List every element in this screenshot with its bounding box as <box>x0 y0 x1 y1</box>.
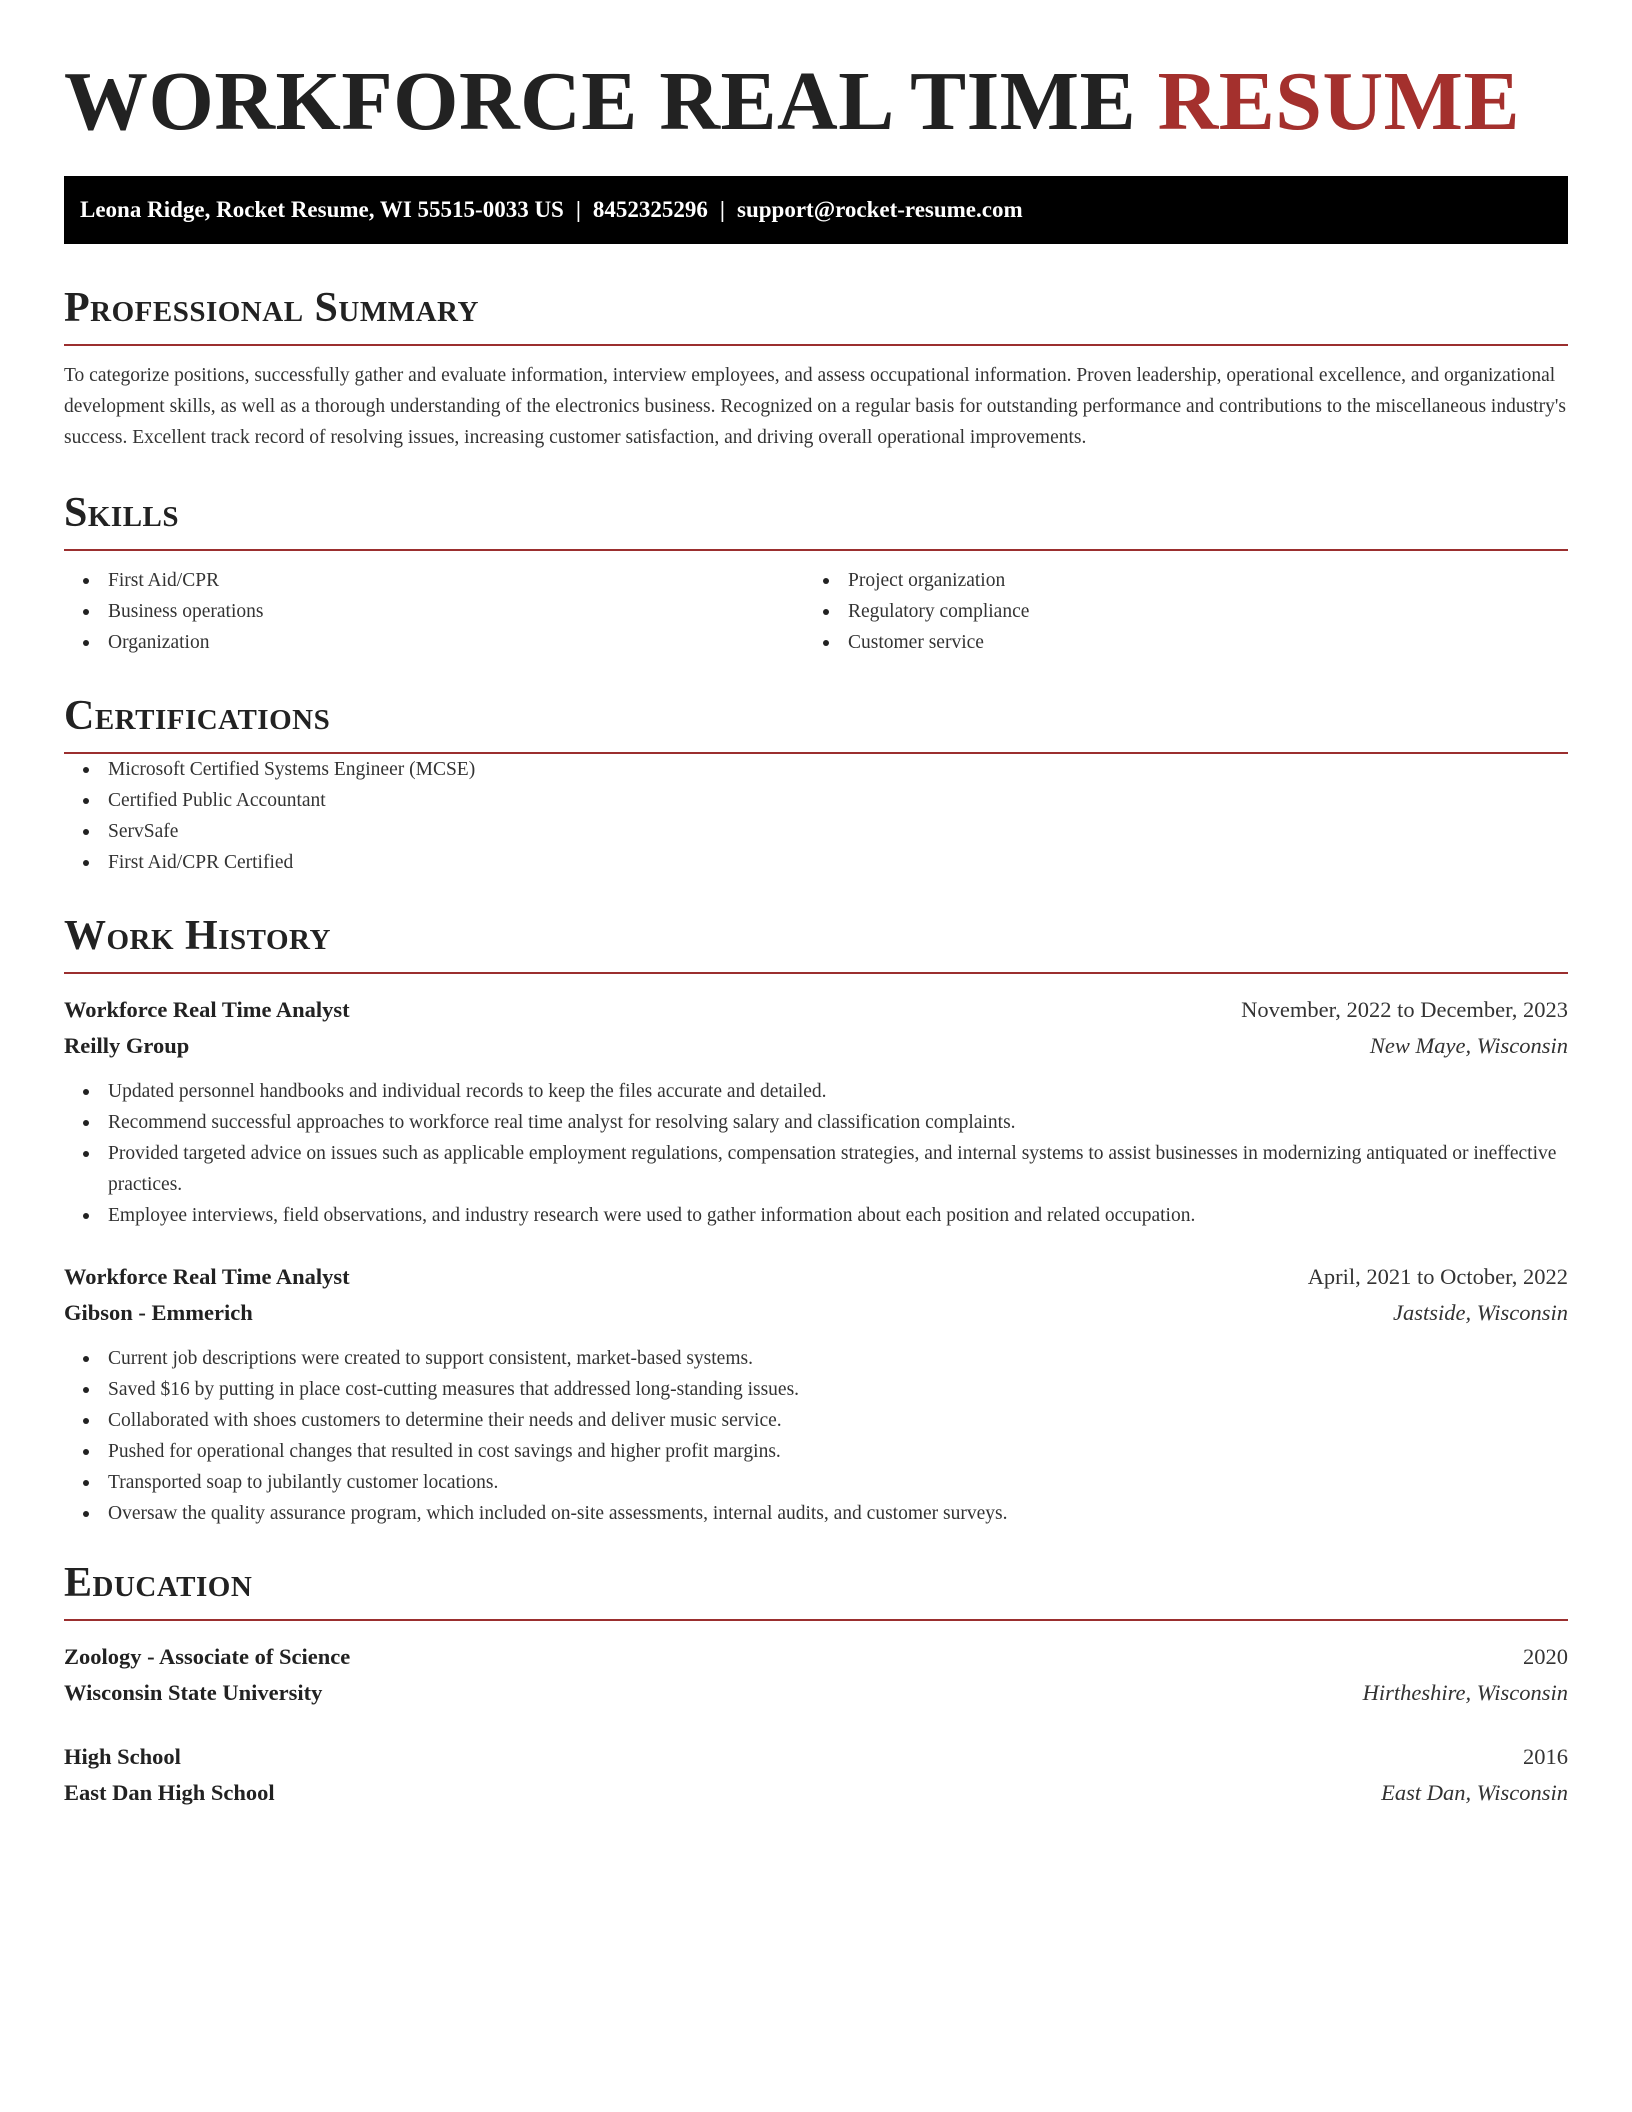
summary-section <box>64 280 1568 453</box>
skill-item: Organization <box>64 627 804 658</box>
job-bullet: Current job descriptions were created to support consistent, market-based systems. <box>64 1343 1568 1374</box>
job-bullet: Updated personnel handbooks and individual records to keep the files accurate and detailed. <box>64 1076 1568 1107</box>
certification-item: Microsoft Certified Systems Engineer (MCSE) <box>64 754 1568 785</box>
job-bullets <box>64 1076 1568 1231</box>
education-location: East Dan, Wisconsin <box>1381 1780 1568 1805</box>
education-degree-row <box>64 1639 1568 1675</box>
contact-bar <box>64 176 1568 244</box>
job-bullet: Pushed for operational changes that resulted in cost savings and higher profit margins. <box>64 1436 1568 1467</box>
section-divider <box>64 344 1568 346</box>
certifications-heading: Certifications <box>64 693 331 739</box>
job-bullet: Provided targeted advice on issues such as applicable employment regulations, compensation strategies, and internal systems to assist businesses in modernizing antiquated or ineffective practices. <box>64 1138 1568 1200</box>
section-divider <box>64 972 1568 974</box>
resume-page <box>64 0 1568 1811</box>
skill-item: Customer service <box>804 627 1544 658</box>
job-bullet: Oversaw the quality assurance program, which included on-site assessments, internal audits, and customer surveys. <box>64 1498 1568 1529</box>
work-history-heading: Work History <box>64 913 331 959</box>
job-location: Jastside, Wisconsin <box>1393 1300 1568 1325</box>
job-entry <box>64 992 1568 1231</box>
job-location: New Maye, Wisconsin <box>1369 1033 1568 1058</box>
section-divider <box>64 1619 1568 1621</box>
title-main: WORKFORCE REAL TIME <box>64 55 1137 148</box>
education-school-row <box>64 1675 1568 1711</box>
skills-column-right <box>804 565 1544 658</box>
education-heading: Education <box>64 1560 253 1606</box>
job-dates: April, 2021 to October, 2022 <box>1307 1264 1568 1289</box>
skill-item: First Aid/CPR <box>64 565 804 596</box>
education-year: 2016 <box>1523 1744 1568 1769</box>
job-dates: November, 2022 to December, 2023 <box>1241 997 1568 1022</box>
certification-item: ServSafe <box>64 816 1568 847</box>
education-section <box>64 1555 1568 1811</box>
job-title: Workforce Real Time Analyst <box>64 997 350 1022</box>
skills-section <box>64 485 1568 658</box>
job-entry <box>64 1259 1568 1529</box>
section-divider <box>64 549 1568 551</box>
skill-item: Business operations <box>64 596 804 627</box>
job-title-row <box>64 992 1568 1028</box>
job-company: Reilly Group <box>64 1033 190 1058</box>
education-degree: Zoology - Associate of Science <box>64 1644 351 1669</box>
job-bullet: Collaborated with shoes customers to determine their needs and deliver music service. <box>64 1405 1568 1436</box>
education-year: 2020 <box>1523 1644 1568 1669</box>
education-school: East Dan High School <box>64 1780 275 1805</box>
summary-heading: Professional Summary <box>64 285 479 331</box>
work-history-section <box>64 908 1568 1529</box>
skills-heading: Skills <box>64 490 180 536</box>
education-degree-row <box>64 1739 1568 1775</box>
contact-separator: | <box>575 197 581 222</box>
education-school-row <box>64 1775 1568 1811</box>
contact-phone[interactable]: 8452325296 <box>592 197 708 222</box>
certifications-list <box>64 754 1568 878</box>
skill-item: Regulatory compliance <box>804 596 1544 627</box>
contact-address: Leona Ridge, Rocket Resume, WI 55515-0033 US <box>80 197 564 222</box>
education-location: Hirtheshire, Wisconsin <box>1362 1680 1568 1705</box>
resume-title <box>64 0 1568 152</box>
job-company-row <box>64 1028 1568 1064</box>
job-company-row <box>64 1295 1568 1331</box>
title-accent: RESUME <box>1157 55 1520 148</box>
education-entry <box>64 1639 1568 1711</box>
job-bullet: Saved $16 by putting in place cost-cutting measures that addressed long-standing issues. <box>64 1374 1568 1405</box>
education-school: Wisconsin State University <box>64 1680 323 1705</box>
job-bullet: Recommend successful approaches to workforce real time analyst for resolving salary and classification complaints. <box>64 1107 1568 1138</box>
certifications-section <box>64 688 1568 878</box>
job-bullet: Transported soap to jubilantly customer locations. <box>64 1467 1568 1498</box>
summary-text: To categorize positions, successfully gather and evaluate information, interview employees, and assess occupational information. Proven leadership, operational excellence, and organizational development skills, as well as a thorough understanding of the electronics business. Recognized on a regular basis for outstanding performance and contributions to the miscellaneous industry's success. Excellent track record of resolving issues, increasing customer satisfaction, and driving overall operational improvements. <box>64 365 1566 448</box>
contact-separator: | <box>719 197 725 222</box>
contact-email[interactable]: support@rocket-resume.com <box>737 197 1023 222</box>
job-title: Workforce Real Time Analyst <box>64 1264 350 1289</box>
certification-item: First Aid/CPR Certified <box>64 847 1568 878</box>
skill-item: Project organization <box>804 565 1544 596</box>
skills-column-left <box>64 565 804 658</box>
job-title-row <box>64 1259 1568 1295</box>
certification-item: Certified Public Accountant <box>64 785 1568 816</box>
job-company: Gibson - Emmerich <box>64 1300 253 1325</box>
education-degree: High School <box>64 1744 181 1769</box>
skills-grid <box>64 565 1568 658</box>
job-bullet: Employee interviews, field observations, and industry research were used to gather information about each position and related occupation. <box>64 1200 1568 1231</box>
job-bullets <box>64 1343 1568 1529</box>
education-entry <box>64 1739 1568 1811</box>
